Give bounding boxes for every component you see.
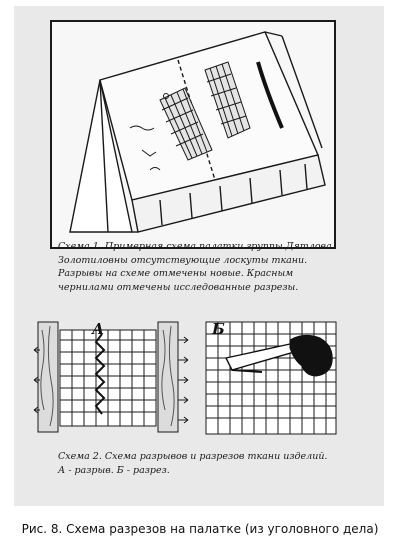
figure-caption: Рис. 8. Схема разрезов на палатке (из уголовного дела) bbox=[21, 522, 379, 536]
schema-1-note: Схема 1. Примерная схема палатки группы Дятлова Золотиловны отсутствующие лоскуты ткани. Разрывы на схеме отмечены новые. Красным чернилами отмечены исследованные разрезы. bbox=[58, 241, 332, 293]
clamp-right bbox=[158, 322, 178, 432]
weave-diagram bbox=[34, 322, 336, 434]
schema-2-note: Схема 2. Схема разрывов и разрезов ткани изделий. А - разрыв. Б - разрез. bbox=[58, 451, 328, 476]
label-a: А bbox=[92, 320, 105, 338]
label-b: Б bbox=[212, 320, 225, 338]
